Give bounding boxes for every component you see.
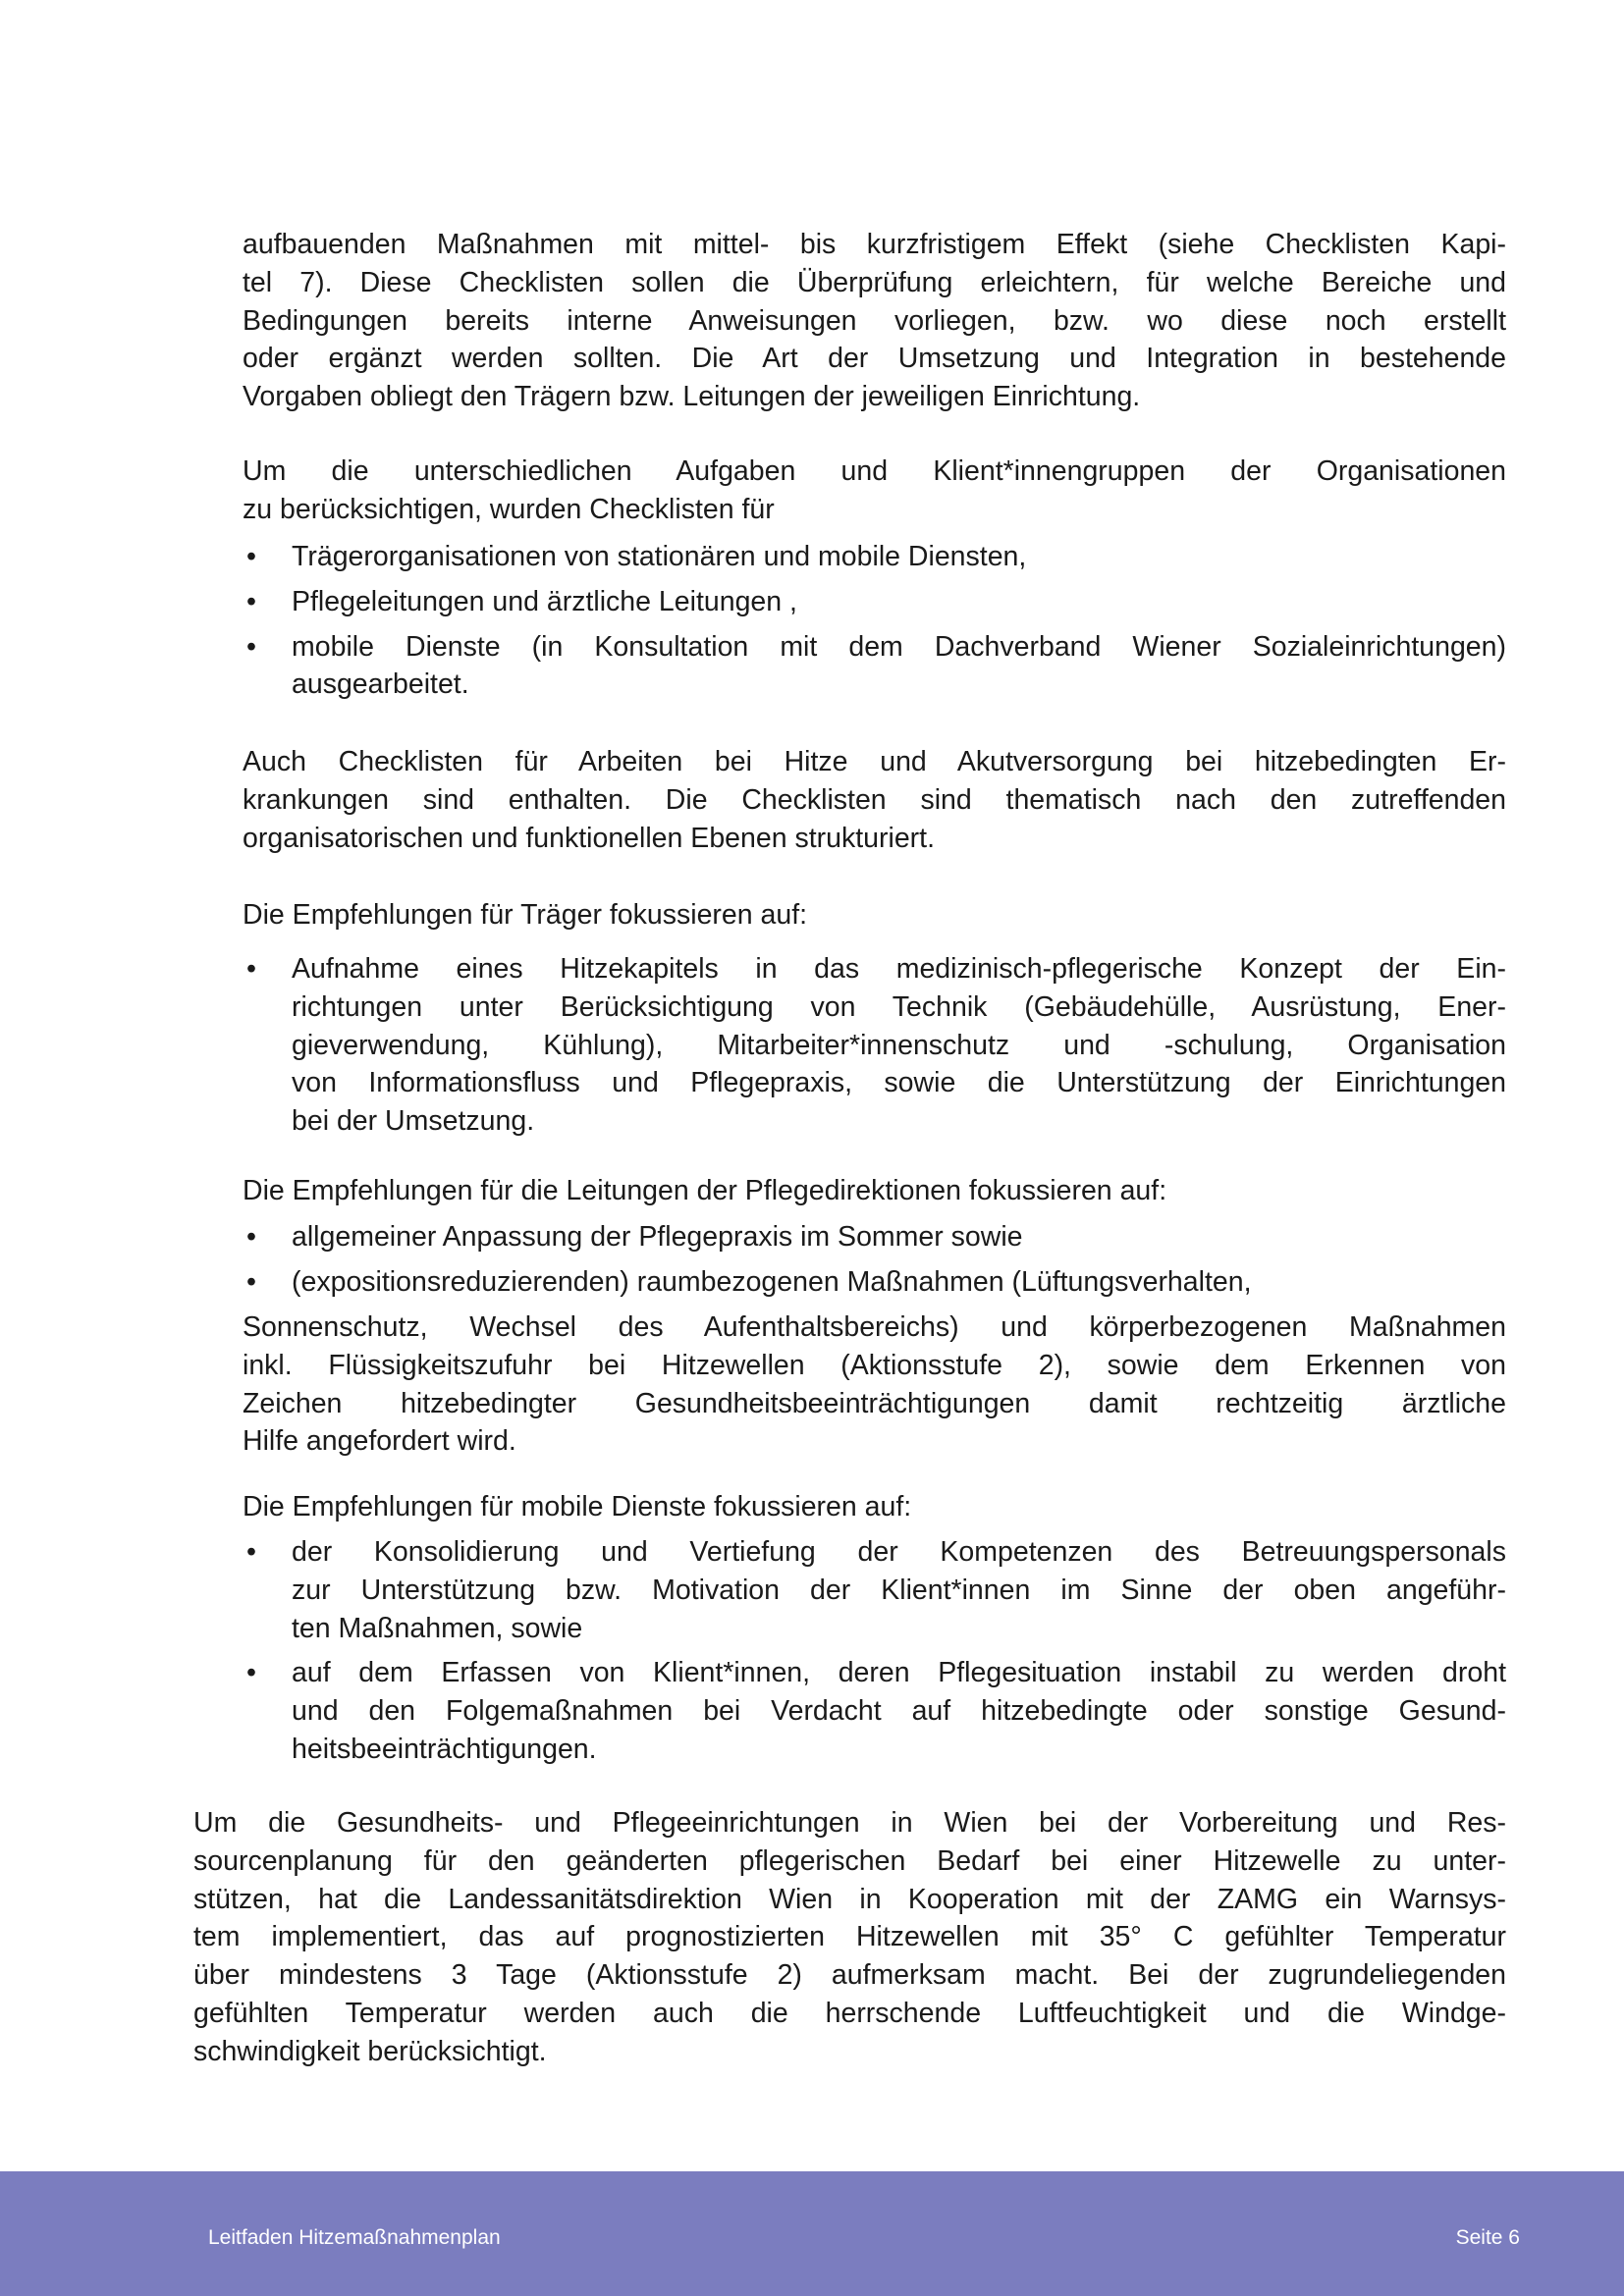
- bullet-list: [243, 1533, 1506, 1776]
- list-item: [243, 583, 1506, 621]
- bullet-icon: •: [246, 1265, 256, 1298]
- text-line: tel 7). Diese Checklisten sollen die Überprüfung erleichtern, für welche Bereiche und: [243, 266, 1506, 298]
- text-line: bei der Umsetzung.: [292, 1105, 535, 1138]
- list-item: [243, 1218, 1506, 1256]
- text-line: stützen, hat die Landessanitätsdirektion Wien in Kooperation mit der ZAMG ein Warnsys-: [193, 1883, 1506, 1915]
- bullet-icon: •: [246, 541, 256, 572]
- text-line: von Informationsfluss und Pflegepraxis, sowie die Unterstützung der Einrichtungen: [292, 1067, 1506, 1099]
- text-line: auf dem Erfassen von Klient*innen, deren Pflegesituation instabil zu werden droht: [292, 1657, 1506, 1689]
- text-line: gefühlten Temperatur werden auch die herrschende Luftfeuchtigkeit und die Windge-: [193, 1997, 1506, 2029]
- page-footer: [0, 2171, 1624, 2296]
- bullet-list: [243, 1218, 1506, 1308]
- text-line: allgemeiner Anpassung der Pflegepraxis im Sommer sowie: [292, 1221, 1023, 1253]
- paragraph: [243, 743, 1506, 857]
- paragraph: [243, 453, 1506, 529]
- text-line: krankungen sind enthalten. Die Checklisten sind thematisch nach den zutreffenden: [243, 783, 1506, 816]
- text-line: ten Maßnahmen, sowie: [292, 1612, 583, 1644]
- text-line: und den Folgemaßnahmen bei Verdacht auf hitzebedingte oder sonstige Gesund-: [292, 1695, 1506, 1728]
- paragraph: [193, 1804, 1506, 2071]
- footer-title: Leitfaden Hitzemaßnahmenplan: [208, 2226, 501, 2249]
- text-line: Vorgaben obliegt den Trägern bzw. Leitungen der jeweiligen Einrichtung.: [243, 381, 1141, 413]
- text-line: Pflegeleitungen und ärztliche Leitungen ,: [292, 585, 797, 617]
- paragraph: [243, 226, 1506, 416]
- text-line: zur Unterstützung bzw. Motivation der Klient*innen im Sinne der oben angeführ-: [292, 1574, 1506, 1606]
- text-line: Die Empfehlungen für Träger fokussieren auf:: [243, 899, 808, 931]
- paragraph: [243, 1308, 1506, 1461]
- list-item: [243, 1263, 1506, 1302]
- text-line: Sonnenschutz, Wechsel des Aufenthaltsbereichs) und körperbezogenen Maßnahmen: [243, 1311, 1506, 1343]
- text-line: Hilfe angefordert wird.: [243, 1425, 516, 1458]
- text-line: ausgearbeitet.: [292, 668, 469, 701]
- text-line: gieverwendung, Kühlung), Mitarbeiter*innenschutz und -schulung, Organisation: [292, 1029, 1506, 1061]
- list-item: [243, 538, 1506, 576]
- text-line: aufbauenden Maßnahmen mit mittel- bis kurzfristigem Effekt (siehe Checklisten Kapi-: [243, 229, 1506, 260]
- bullet-icon: •: [246, 1657, 256, 1689]
- text-line: zu berücksichtigen, wurden Checklisten für: [243, 493, 775, 525]
- list-item: [243, 1654, 1506, 1768]
- text-line: Die Empfehlungen für mobile Dienste fokussieren auf:: [243, 1491, 912, 1522]
- text-line: inkl. Flüssigkeitszufuhr bei Hitzewellen (Aktionsstufe 2), sowie dem Erkennen von: [243, 1349, 1506, 1381]
- text-line: Zeichen hitzebedingter Gesundheitsbeeinträchtigungen damit rechtzeitig ärztliche: [243, 1387, 1506, 1419]
- bullet-icon: •: [246, 1536, 256, 1568]
- paragraph: [243, 896, 1506, 934]
- text-line: Die Empfehlungen für die Leitungen der Pflegedirektionen fokussieren auf:: [243, 1175, 1167, 1206]
- text-line: organisatorischen und funktionellen Ebenen strukturiert.: [243, 822, 936, 854]
- paragraph: [243, 1172, 1506, 1210]
- text-line: oder ergänzt werden sollten. Die Art der Umsetzung und Integration in bestehende: [243, 343, 1506, 375]
- bullet-icon: •: [246, 630, 256, 663]
- text-line: Um die unterschiedlichen Aufgaben und Klient*innengruppen der Organisationen: [243, 455, 1506, 487]
- text-line: Aufnahme eines Hitzekapitels in das medizinisch-pflegerische Konzept der Ein-: [292, 953, 1506, 985]
- text-line: richtungen unter Berücksichtigung von Technik (Gebäudehülle, Ausrüstung, Ener-: [292, 990, 1506, 1023]
- text-line: heitsbeeinträchtigungen.: [292, 1733, 597, 1765]
- text-line: Auch Checklisten für Arbeiten bei Hitze und Akutversorgung bei hitzebedingten Er-: [243, 746, 1506, 777]
- text-line: (expositionsreduzierenden) raumbezogenen Maßnahmen (Lüftungsverhalten,: [292, 1265, 1252, 1298]
- list-item: [243, 1533, 1506, 1647]
- text-line: schwindigkeit berücksichtigt.: [193, 2035, 547, 2067]
- text-line: über mindestens 3 Tage (Aktionsstufe 2) aufmerksam macht. Bei der zugrundeliegenden: [193, 1959, 1506, 1992]
- text-line: mobile Dienste (in Konsultation mit dem Dachverband Wiener Sozialeinrichtungen): [292, 630, 1506, 663]
- bullet-icon: •: [246, 953, 256, 985]
- bullet-list: [243, 538, 1506, 711]
- text-line: Trägerorganisationen von stationären und mobile Diensten,: [292, 541, 1027, 572]
- page-number: Seite 6: [1455, 2226, 1520, 2249]
- text-line: sourcenplanung für den geänderten pflegerischen Bedarf bei einer Hitzewelle zu unter-: [193, 1844, 1506, 1877]
- bullet-list: [243, 950, 1506, 1148]
- text-line: der Konsolidierung und Vertiefung der Kompetenzen des Betreuungspersonals: [292, 1536, 1506, 1568]
- paragraph: [243, 1488, 1506, 1526]
- text-line: Um die Gesundheits- und Pflegeeinrichtungen in Wien bei der Vorbereitung und Res-: [193, 1807, 1506, 1839]
- list-item: [243, 628, 1506, 705]
- bullet-icon: •: [246, 1221, 256, 1253]
- bullet-icon: •: [246, 585, 256, 617]
- text-line: Bedingungen bereits interne Anweisungen vorliegen, bzw. wo diese noch erstellt: [243, 304, 1506, 337]
- text-line: tem implementiert, das auf prognostizierten Hitzewellen mit 35° C gefühlter Temperatur: [193, 1921, 1506, 1953]
- list-item: [243, 950, 1506, 1141]
